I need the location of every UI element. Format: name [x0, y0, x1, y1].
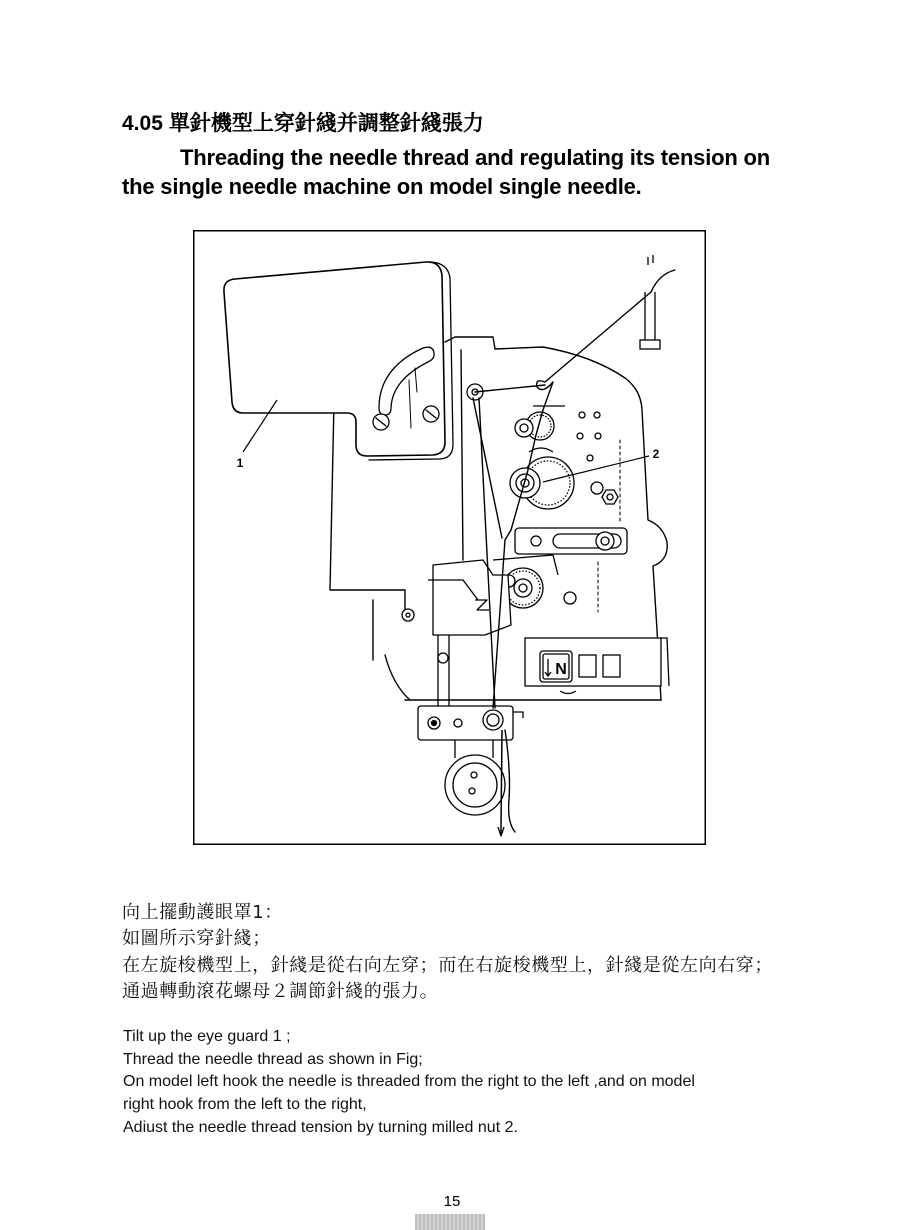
head-top-edge — [445, 337, 625, 378]
thread-to-upper-tension — [505, 292, 651, 540]
instruction-en-line: right hook from the left to the right, — [123, 1096, 367, 1114]
section-title-english-line-1: Threading the needle thread and regulating its tension on — [180, 145, 770, 170]
lower-tension-center — [519, 584, 527, 592]
instructions-chinese — [122, 900, 773, 1005]
section-number: 4.05 — [122, 112, 163, 135]
instruction-zh-line: 在左旋梭機型上，針綫是從右向左穿；而在右旋梭機型上，針綫是從左向右穿； — [122, 954, 773, 976]
instruction-en-line: On model left hook the needle is threaded from the right to the left ,and on model — [123, 1073, 695, 1091]
small-screw — [591, 482, 603, 494]
cover-hole — [577, 433, 583, 439]
thread-guide-link — [475, 385, 545, 392]
instruction-en-line: Adiust the needle thread tension by turning milled nut 2. — [123, 1118, 518, 1136]
cover-hole — [579, 412, 585, 418]
callout-2-label: 2 — [652, 447, 660, 461]
instruction-zh-line: 如圖所示穿針綫； — [122, 928, 271, 950]
eye-guard — [224, 262, 453, 460]
take-up-small-screw — [531, 536, 541, 546]
panel-bottom-notch — [560, 691, 576, 694]
instruction-en-line: Tilt up the eye guard 1 ; — [123, 1028, 291, 1045]
control-panel-edge — [661, 638, 669, 686]
thread-to-needle — [505, 730, 515, 832]
thread-post-shaft — [645, 292, 655, 342]
control-panel — [525, 638, 669, 694]
instruction-zh-line: 向上擺動護眼罩1： — [122, 902, 283, 923]
threading-diagram — [193, 230, 706, 845]
front-cover-edge — [461, 350, 463, 560]
thread-post-base — [640, 340, 660, 349]
callout-1-label: 1 — [236, 456, 244, 470]
instruction-zh-line: 通過轉動滾花螺母２調節針綫的張力。 — [122, 980, 439, 1002]
presser-foot-hole — [469, 788, 475, 794]
thread-down-left — [479, 398, 495, 708]
take-up-lever-bolt-center — [601, 537, 609, 545]
needle-thread-guide-center — [487, 714, 499, 726]
needle-bar — [438, 635, 449, 706]
scan-mark — [415, 1214, 485, 1230]
needle-assembly — [418, 560, 523, 836]
hex-nut-center — [607, 494, 613, 500]
needle-bar-clamp-screw — [438, 653, 448, 663]
needle-clamp-screw-center — [432, 721, 437, 726]
needle-clamp-small-screw — [454, 719, 462, 727]
needle — [501, 730, 502, 836]
cover-hole — [587, 455, 593, 461]
section-heading — [122, 110, 484, 139]
cover-hole — [595, 433, 601, 439]
threading-figure — [193, 230, 706, 845]
thread-post-marks — [648, 255, 653, 265]
section-title-english-line-2: the single needle machine on model single needle. — [122, 174, 642, 199]
thread-post — [640, 255, 660, 349]
thread-to-take-up — [473, 398, 502, 538]
cover-hole — [594, 412, 600, 418]
side-screw-center — [406, 613, 410, 617]
needle-guide-arm — [513, 712, 523, 718]
presser-foot-disc-inner — [453, 763, 497, 807]
panel-key-label: N — [555, 661, 567, 678]
thread-top-segment — [651, 270, 675, 292]
cover-screw — [564, 592, 576, 604]
page-number: 15 — [443, 1193, 461, 1210]
upper-tension-knob-center — [520, 424, 528, 432]
section-title-chinese: 單針機型上穿針綫并調整針綫張力 — [168, 111, 484, 135]
instructions-english — [123, 1026, 695, 1140]
instruction-en-line: Thread the needle thread as shown in Fig; — [123, 1050, 423, 1068]
presser-foot-hole — [471, 772, 477, 778]
